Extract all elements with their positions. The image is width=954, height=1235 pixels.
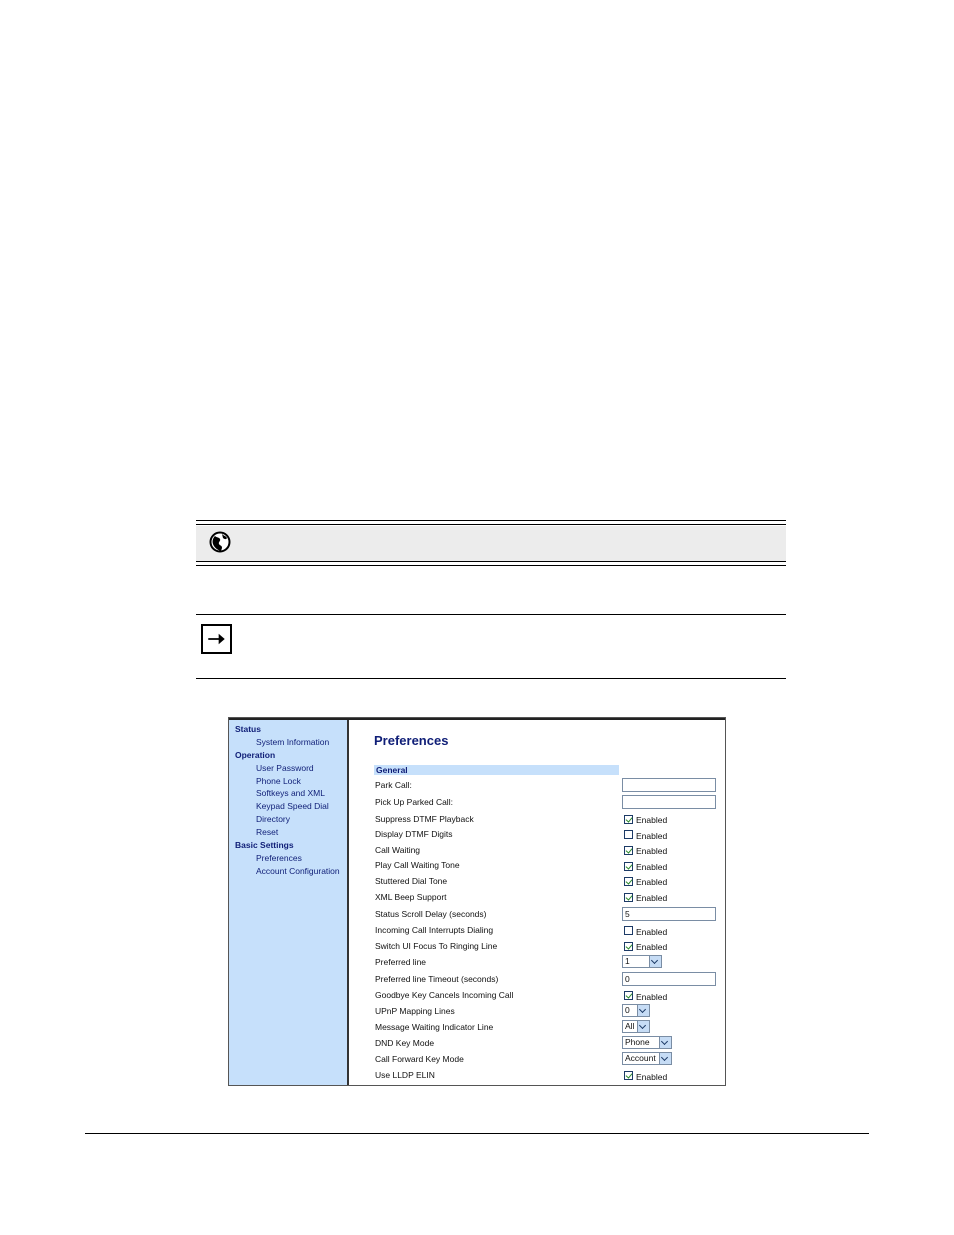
chevron-down-icon — [649, 956, 661, 967]
enabled-label: Enabled — [636, 877, 668, 887]
park-call-label: Park Call: — [375, 780, 412, 790]
mwi-line-value: All — [625, 1021, 635, 1031]
note-rule-bottom — [196, 561, 786, 566]
use-lldp-elin-checkbox[interactable] — [624, 1071, 633, 1080]
sidebar-item-directory[interactable]: Directory — [256, 814, 291, 824]
preferred-line-value: 1 — [625, 956, 630, 966]
note-shade — [196, 526, 786, 561]
mwi-line-select[interactable] — [622, 1020, 650, 1033]
suppress-dtmf-label: Suppress DTMF Playback — [375, 814, 474, 824]
status-scroll-delay-label: Status Scroll Delay (seconds) — [375, 909, 487, 919]
mwi-line-label: Message Waiting Indicator Line — [375, 1022, 494, 1032]
preferred-line-timeout-label: Preferred line Timeout (seconds) — [375, 974, 499, 984]
switch-ui-focus-checkbox[interactable] — [624, 942, 633, 951]
stuttered-dial-tone-label: Stuttered Dial Tone — [375, 876, 448, 886]
call-waiting-checkbox[interactable] — [624, 846, 633, 855]
dnd-key-mode-label: DND Key Mode — [375, 1038, 435, 1048]
call-forward-key-mode-label: Call Forward Key Mode — [375, 1054, 464, 1064]
play-call-waiting-tone-label: Play Call Waiting Tone — [375, 860, 460, 870]
pick-up-parked-call-input[interactable] — [622, 795, 716, 809]
enabled-label: Enabled — [636, 893, 668, 903]
switch-ui-focus-label: Switch UI Focus To Ringing Line — [375, 941, 498, 951]
arrow-note — [196, 614, 786, 679]
preferred-line-timeout-input[interactable]: 0 — [622, 972, 716, 986]
call-forward-key-mode-select[interactable] — [622, 1052, 672, 1065]
enabled-label: Enabled — [636, 862, 668, 872]
enabled-label: Enabled — [636, 942, 668, 952]
arrow-right-icon — [201, 624, 232, 654]
sidebar-heading-status: Status — [235, 724, 261, 734]
dnd-key-mode-select[interactable] — [622, 1036, 672, 1049]
sidebar-heading-basic-settings: Basic Settings — [235, 840, 294, 850]
main-content — [351, 720, 725, 1085]
upnp-mapping-lines-select[interactable] — [622, 1004, 650, 1017]
section-header-general — [374, 765, 619, 775]
sidebar-item-account-configuration[interactable]: Account Configuration — [256, 866, 340, 876]
park-call-input[interactable] — [622, 778, 716, 792]
chevron-down-icon — [659, 1053, 671, 1064]
sidebar-item-keypad-speed-dial[interactable]: Keypad Speed Dial — [256, 801, 329, 811]
call-forward-key-mode-value: Account — [625, 1053, 656, 1063]
xml-beep-support-checkbox[interactable] — [624, 893, 633, 902]
web-ui-screenshot — [228, 717, 726, 1086]
sidebar — [229, 720, 349, 1085]
incoming-call-interrupts-checkbox[interactable] — [624, 926, 633, 935]
enabled-label: Enabled — [636, 1072, 668, 1082]
upnp-mapping-lines-label: UPnP Mapping Lines — [375, 1006, 455, 1016]
upnp-mapping-lines-value: 0 — [625, 1005, 630, 1015]
preferred-line-select[interactable] — [622, 955, 662, 968]
incoming-call-interrupts-label: Incoming Call Interrupts Dialing — [375, 925, 494, 935]
call-waiting-label: Call Waiting — [375, 845, 421, 855]
chevron-down-icon — [659, 1037, 671, 1048]
goodbye-key-label: Goodbye Key Cancels Incoming Call — [375, 990, 514, 1000]
chevron-down-icon — [637, 1005, 649, 1016]
stuttered-dial-tone-checkbox[interactable] — [624, 877, 633, 886]
enabled-label: Enabled — [636, 927, 668, 937]
display-dtmf-checkbox[interactable] — [624, 830, 633, 839]
section-label: General — [376, 765, 408, 775]
sidebar-item-reset[interactable]: Reset — [256, 827, 279, 837]
pick-up-parked-call-label: Pick Up Parked Call: — [375, 797, 453, 807]
sidebar-item-softkeys-xml[interactable]: Softkeys and XML — [256, 788, 325, 798]
xml-beep-support-label: XML Beep Support — [375, 892, 447, 902]
sidebar-heading-operation: Operation — [235, 750, 276, 760]
enabled-label: Enabled — [636, 992, 668, 1002]
note-rule-top — [196, 520, 786, 525]
enabled-label: Enabled — [636, 831, 668, 841]
page-title: Preferences — [374, 733, 449, 748]
enabled-label: Enabled — [636, 846, 668, 856]
chevron-down-icon — [637, 1021, 649, 1032]
enabled-label: Enabled — [636, 815, 668, 825]
globe-note-bar — [196, 520, 786, 566]
status-scroll-delay-input[interactable]: 5 — [622, 907, 716, 921]
dnd-key-mode-value: Phone — [625, 1037, 650, 1047]
globe-icon — [209, 531, 231, 553]
use-lldp-elin-label: Use LLDP ELIN — [375, 1070, 435, 1080]
sidebar-item-user-password[interactable]: User Password — [256, 763, 314, 773]
footer-rule — [85, 1133, 869, 1134]
play-call-waiting-tone-checkbox[interactable] — [624, 862, 633, 871]
sidebar-item-system-information[interactable]: System Information — [256, 737, 330, 747]
sidebar-item-phone-lock[interactable]: Phone Lock — [256, 776, 301, 786]
sidebar-item-preferences[interactable]: Preferences — [256, 853, 302, 863]
suppress-dtmf-checkbox[interactable] — [624, 815, 633, 824]
goodbye-key-checkbox[interactable] — [624, 991, 633, 1000]
display-dtmf-label: Display DTMF Digits — [375, 829, 453, 839]
preferred-line-label: Preferred line — [375, 957, 427, 967]
